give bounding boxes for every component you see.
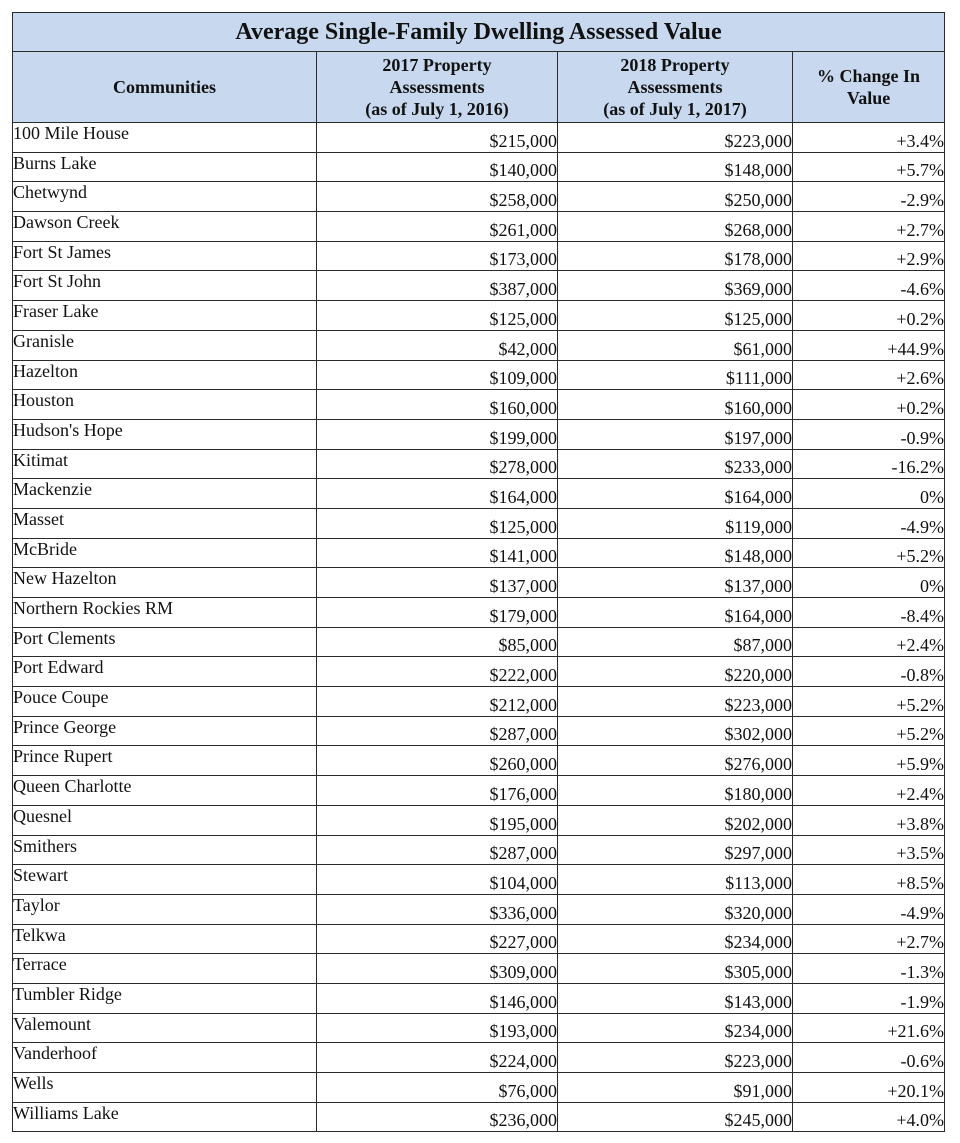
- assessment-2018-cell: $233,000: [558, 449, 793, 479]
- assessment-2018-cell: $87,000: [558, 627, 793, 657]
- community-name-cell: Fort St James: [13, 241, 317, 271]
- community-name-cell: Port Clements: [13, 627, 317, 657]
- assessment-2018-cell: $164,000: [558, 598, 793, 628]
- percent-change-cell: +44.9%: [793, 330, 945, 360]
- column-header-2018-line-1: 2018 Property: [620, 55, 730, 75]
- column-header-2018: [558, 52, 793, 123]
- assessment-2018-cell: $180,000: [558, 776, 793, 806]
- assessment-2018-cell: $178,000: [558, 241, 793, 271]
- percent-change-cell: -4.6%: [793, 271, 945, 301]
- table-row: [13, 835, 945, 865]
- percent-change-cell: +2.9%: [793, 241, 945, 271]
- community-name-cell: Granisle: [13, 330, 317, 360]
- table-row: [13, 746, 945, 776]
- community-name-cell: Prince Rupert: [13, 746, 317, 776]
- assessment-2017-cell: $141,000: [317, 538, 558, 568]
- column-header-change-line-2: Value: [846, 88, 891, 108]
- percent-change-cell: -2.9%: [793, 182, 945, 212]
- percent-change-cell: +0.2%: [793, 301, 945, 331]
- table-row: [13, 212, 945, 242]
- table-row: [13, 983, 945, 1013]
- assessment-2017-cell: $104,000: [317, 865, 558, 895]
- assessment-2018-cell: $164,000: [558, 479, 793, 509]
- column-header-communities-label: Communities: [113, 77, 216, 97]
- assessment-2017-cell: $195,000: [317, 805, 558, 835]
- assessment-2017-cell: $336,000: [317, 894, 558, 924]
- percent-change-cell: 0%: [793, 479, 945, 509]
- assessment-2018-cell: $250,000: [558, 182, 793, 212]
- assessment-2018-cell: $137,000: [558, 568, 793, 598]
- table-row: [13, 805, 945, 835]
- assessment-2017-cell: $236,000: [317, 1102, 558, 1132]
- assessment-2018-cell: $320,000: [558, 894, 793, 924]
- table-row: [13, 241, 945, 271]
- assessment-2018-cell: $220,000: [558, 657, 793, 687]
- percent-change-cell: +5.7%: [793, 152, 945, 182]
- percent-change-cell: +2.7%: [793, 924, 945, 954]
- percent-change-cell: -16.2%: [793, 449, 945, 479]
- assessment-2017-cell: $227,000: [317, 924, 558, 954]
- assessment-2018-cell: $119,000: [558, 508, 793, 538]
- community-name-cell: Fraser Lake: [13, 301, 317, 331]
- table-row: [13, 271, 945, 301]
- assessment-2017-cell: $125,000: [317, 301, 558, 331]
- column-header-2017: [317, 52, 558, 123]
- assessment-2017-cell: $146,000: [317, 983, 558, 1013]
- percent-change-cell: +3.4%: [793, 123, 945, 153]
- percent-change-cell: +21.6%: [793, 1013, 945, 1043]
- table-row: [13, 1073, 945, 1103]
- community-name-cell: Prince George: [13, 716, 317, 746]
- assessment-2017-cell: $42,000: [317, 330, 558, 360]
- assessment-2017-cell: $109,000: [317, 360, 558, 390]
- assessment-2017-cell: $85,000: [317, 627, 558, 657]
- column-header-2018-line-2: Assessments: [627, 77, 723, 97]
- table-title: Average Single-Family Dwelling Assessed Value: [13, 13, 945, 52]
- column-header-2017-line-2: Assessments: [389, 77, 485, 97]
- table-row: [13, 568, 945, 598]
- community-name-cell: Telkwa: [13, 924, 317, 954]
- assessment-2017-cell: $278,000: [317, 449, 558, 479]
- percent-change-cell: +3.5%: [793, 835, 945, 865]
- table-row: [13, 123, 945, 153]
- community-name-cell: Hazelton: [13, 360, 317, 390]
- assessment-2018-cell: $148,000: [558, 152, 793, 182]
- table-row: [13, 776, 945, 806]
- community-name-cell: Terrace: [13, 954, 317, 984]
- community-name-cell: Hudson's Hope: [13, 419, 317, 449]
- percent-change-cell: +8.5%: [793, 865, 945, 895]
- table-row: [13, 657, 945, 687]
- percent-change-cell: +5.9%: [793, 746, 945, 776]
- assessment-2017-cell: $222,000: [317, 657, 558, 687]
- assessment-2018-cell: $125,000: [558, 301, 793, 331]
- assessment-2018-cell: $143,000: [558, 983, 793, 1013]
- assessment-2017-cell: $193,000: [317, 1013, 558, 1043]
- assessment-2018-cell: $268,000: [558, 212, 793, 242]
- table-row: [13, 924, 945, 954]
- community-name-cell: Tumbler Ridge: [13, 983, 317, 1013]
- percent-change-cell: +2.7%: [793, 212, 945, 242]
- table-row: [13, 360, 945, 390]
- assessment-2017-cell: $137,000: [317, 568, 558, 598]
- table-row: [13, 1043, 945, 1073]
- table-row: [13, 598, 945, 628]
- percent-change-cell: +20.1%: [793, 1073, 945, 1103]
- table-row: [13, 330, 945, 360]
- assessment-2017-cell: $260,000: [317, 746, 558, 776]
- percent-change-cell: -0.8%: [793, 657, 945, 687]
- assessment-2018-cell: $223,000: [558, 123, 793, 153]
- assessment-2017-cell: $160,000: [317, 390, 558, 420]
- assessment-2017-cell: $199,000: [317, 419, 558, 449]
- table-row: [13, 152, 945, 182]
- percent-change-cell: +5.2%: [793, 687, 945, 717]
- community-name-cell: Wells: [13, 1073, 317, 1103]
- assessment-2018-cell: $297,000: [558, 835, 793, 865]
- table-body: [13, 123, 945, 1132]
- community-name-cell: Mackenzie: [13, 479, 317, 509]
- assessment-2017-cell: $173,000: [317, 241, 558, 271]
- assessment-2017-cell: $261,000: [317, 212, 558, 242]
- table-row: [13, 1102, 945, 1132]
- assessment-2017-cell: $125,000: [317, 508, 558, 538]
- percent-change-cell: +2.4%: [793, 776, 945, 806]
- column-header-change-line-1: % Change In: [817, 66, 921, 86]
- assessment-2017-cell: $287,000: [317, 716, 558, 746]
- percent-change-cell: -4.9%: [793, 894, 945, 924]
- assessment-2018-cell: $197,000: [558, 419, 793, 449]
- community-name-cell: Burns Lake: [13, 152, 317, 182]
- table-row: [13, 508, 945, 538]
- table-row: [13, 627, 945, 657]
- column-header-communities: [13, 52, 317, 123]
- community-name-cell: Northern Rockies RM: [13, 598, 317, 628]
- community-name-cell: Chetwynd: [13, 182, 317, 212]
- percent-change-cell: -1.9%: [793, 983, 945, 1013]
- community-name-cell: Fort St John: [13, 271, 317, 301]
- community-name-cell: Masset: [13, 508, 317, 538]
- percent-change-cell: -4.9%: [793, 508, 945, 538]
- assessment-2018-cell: $113,000: [558, 865, 793, 895]
- assessment-2017-cell: $179,000: [317, 598, 558, 628]
- assessment-2017-cell: $287,000: [317, 835, 558, 865]
- table-row: [13, 419, 945, 449]
- assessment-2018-cell: $202,000: [558, 805, 793, 835]
- assessment-2018-cell: $223,000: [558, 687, 793, 717]
- community-name-cell: McBride: [13, 538, 317, 568]
- community-name-cell: Valemount: [13, 1013, 317, 1043]
- percent-change-cell: +5.2%: [793, 538, 945, 568]
- table-row: [13, 1013, 945, 1043]
- assessment-2018-cell: $111,000: [558, 360, 793, 390]
- community-name-cell: Kitimat: [13, 449, 317, 479]
- percent-change-cell: -0.6%: [793, 1043, 945, 1073]
- column-header-change: [793, 52, 945, 123]
- percent-change-cell: +4.0%: [793, 1102, 945, 1132]
- community-name-cell: Pouce Coupe: [13, 687, 317, 717]
- percent-change-cell: +2.6%: [793, 360, 945, 390]
- table-row: [13, 865, 945, 895]
- community-name-cell: Stewart: [13, 865, 317, 895]
- column-header-2018-line-3: (as of July 1, 2017): [603, 99, 747, 119]
- percent-change-cell: +5.2%: [793, 716, 945, 746]
- percent-change-cell: +3.8%: [793, 805, 945, 835]
- percent-change-cell: +0.2%: [793, 390, 945, 420]
- assessment-2017-cell: $215,000: [317, 123, 558, 153]
- assessment-2017-cell: $224,000: [317, 1043, 558, 1073]
- percent-change-cell: +2.4%: [793, 627, 945, 657]
- assessment-2018-cell: $369,000: [558, 271, 793, 301]
- percent-change-cell: 0%: [793, 568, 945, 598]
- community-name-cell: Port Edward: [13, 657, 317, 687]
- table-row: [13, 479, 945, 509]
- table-row: [13, 894, 945, 924]
- assessment-2018-cell: $234,000: [558, 1013, 793, 1043]
- assessment-2017-cell: $140,000: [317, 152, 558, 182]
- assessment-2018-cell: $91,000: [558, 1073, 793, 1103]
- table-row: [13, 301, 945, 331]
- community-name-cell: Smithers: [13, 835, 317, 865]
- assessment-2017-cell: $258,000: [317, 182, 558, 212]
- assessment-2018-cell: $276,000: [558, 746, 793, 776]
- community-name-cell: 100 Mile House: [13, 123, 317, 153]
- table-row: [13, 687, 945, 717]
- table-row: [13, 954, 945, 984]
- community-name-cell: Vanderhoof: [13, 1043, 317, 1073]
- table-row: [13, 716, 945, 746]
- percent-change-cell: -1.3%: [793, 954, 945, 984]
- assessment-2017-cell: $212,000: [317, 687, 558, 717]
- community-name-cell: Williams Lake: [13, 1102, 317, 1132]
- percent-change-cell: -0.9%: [793, 419, 945, 449]
- assessment-2018-cell: $148,000: [558, 538, 793, 568]
- assessment-2018-cell: $223,000: [558, 1043, 793, 1073]
- community-name-cell: New Hazelton: [13, 568, 317, 598]
- community-name-cell: Dawson Creek: [13, 212, 317, 242]
- assessment-2018-cell: $160,000: [558, 390, 793, 420]
- assessment-table: [12, 12, 945, 1132]
- community-name-cell: Houston: [13, 390, 317, 420]
- assessment-2017-cell: $176,000: [317, 776, 558, 806]
- community-name-cell: Quesnel: [13, 805, 317, 835]
- column-header-2017-line-3: (as of July 1, 2016): [365, 99, 509, 119]
- percent-change-cell: -8.4%: [793, 598, 945, 628]
- column-header-2017-line-1: 2017 Property: [382, 55, 492, 75]
- assessment-2018-cell: $302,000: [558, 716, 793, 746]
- assessment-2018-cell: $245,000: [558, 1102, 793, 1132]
- assessment-2017-cell: $387,000: [317, 271, 558, 301]
- table-row: [13, 390, 945, 420]
- assessment-2018-cell: $61,000: [558, 330, 793, 360]
- community-name-cell: Taylor: [13, 894, 317, 924]
- assessment-2017-cell: $76,000: [317, 1073, 558, 1103]
- assessment-2017-cell: $164,000: [317, 479, 558, 509]
- table-row: [13, 182, 945, 212]
- assessment-2018-cell: $234,000: [558, 924, 793, 954]
- table-row: [13, 449, 945, 479]
- assessment-2017-cell: $309,000: [317, 954, 558, 984]
- community-name-cell: Queen Charlotte: [13, 776, 317, 806]
- assessment-2018-cell: $305,000: [558, 954, 793, 984]
- table-row: [13, 538, 945, 568]
